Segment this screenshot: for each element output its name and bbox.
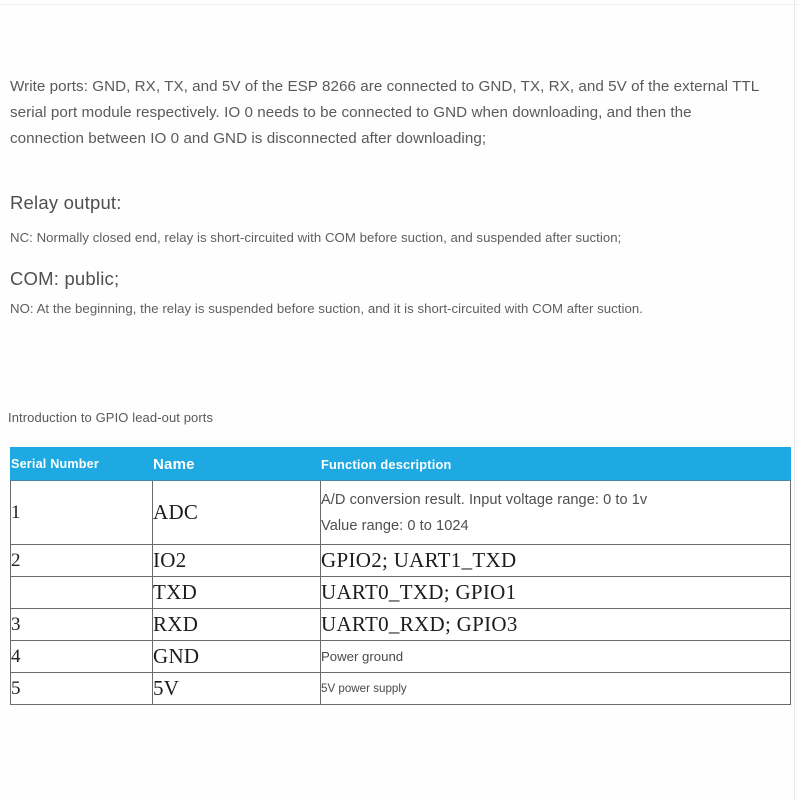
table-header-row xyxy=(11,448,791,481)
table-row xyxy=(11,577,791,609)
cell-description-line-1: A/D conversion result. Input voltage range: 0 to 1v xyxy=(321,491,648,508)
column-header-function-description: Function description xyxy=(321,448,791,481)
cell-description: GPIO2; UART1_TXD xyxy=(321,545,791,577)
cell-name: IO2 xyxy=(153,545,321,577)
table-header xyxy=(11,448,791,481)
cell-serial-number: 1 xyxy=(11,481,153,545)
table-row xyxy=(11,481,791,545)
cell-serial-number: 4 xyxy=(11,641,153,673)
cell-description: Power ground xyxy=(321,641,791,673)
cell-name: GND xyxy=(153,641,321,673)
cell-name: ADC xyxy=(153,481,321,545)
no-description-line: NO: At the beginning, the relay is suspended before suction, and it is short-circuited with COM after suction. xyxy=(10,301,643,316)
cell-description: UART0_RXD; GPIO3 xyxy=(321,609,791,641)
cell-name: TXD xyxy=(153,577,321,609)
table-row xyxy=(11,609,791,641)
column-header-serial-number: Serial Number xyxy=(11,448,153,481)
com-heading: COM: public; xyxy=(10,268,120,289)
gpio-lead-out-table xyxy=(10,447,791,705)
cell-description xyxy=(321,481,791,545)
cell-description: 5V power supply xyxy=(321,673,791,705)
table-row xyxy=(11,641,791,673)
table-body xyxy=(11,481,791,705)
intro-paragraph-block xyxy=(10,74,762,152)
cell-description-line-2: Value range: 0 to 1024 xyxy=(321,517,469,534)
table-caption: Introduction to GPIO lead-out ports xyxy=(8,410,214,425)
table-row xyxy=(11,545,791,577)
intro-paragraph: Write ports: GND, RX, TX, and 5V of the ESP 8266 are connected to GND, TX, RX, and 5V of the external TTL serial port module respectively. IO 0 needs to be connected to GND when downloading, and then the connection between IO 0 and GND is disconnected after downloading; xyxy=(10,78,759,147)
cell-serial-number xyxy=(11,577,153,609)
cell-name: RXD xyxy=(153,609,321,641)
cell-description: UART0_TXD; GPIO1 xyxy=(321,577,791,609)
table-row xyxy=(11,673,791,705)
nc-description-line: NC: Normally closed end, relay is short-circuited with COM before suction, and suspended after suction; xyxy=(10,230,622,245)
cell-name: 5V xyxy=(153,673,321,705)
cell-serial-number: 5 xyxy=(11,673,153,705)
cell-serial-number: 2 xyxy=(11,545,153,577)
column-header-name: Name xyxy=(153,448,321,481)
page-edge-top xyxy=(0,4,800,5)
page-edge-right xyxy=(794,0,795,800)
relay-output-heading: Relay output: xyxy=(10,192,122,213)
cell-serial-number: 3 xyxy=(11,609,153,641)
